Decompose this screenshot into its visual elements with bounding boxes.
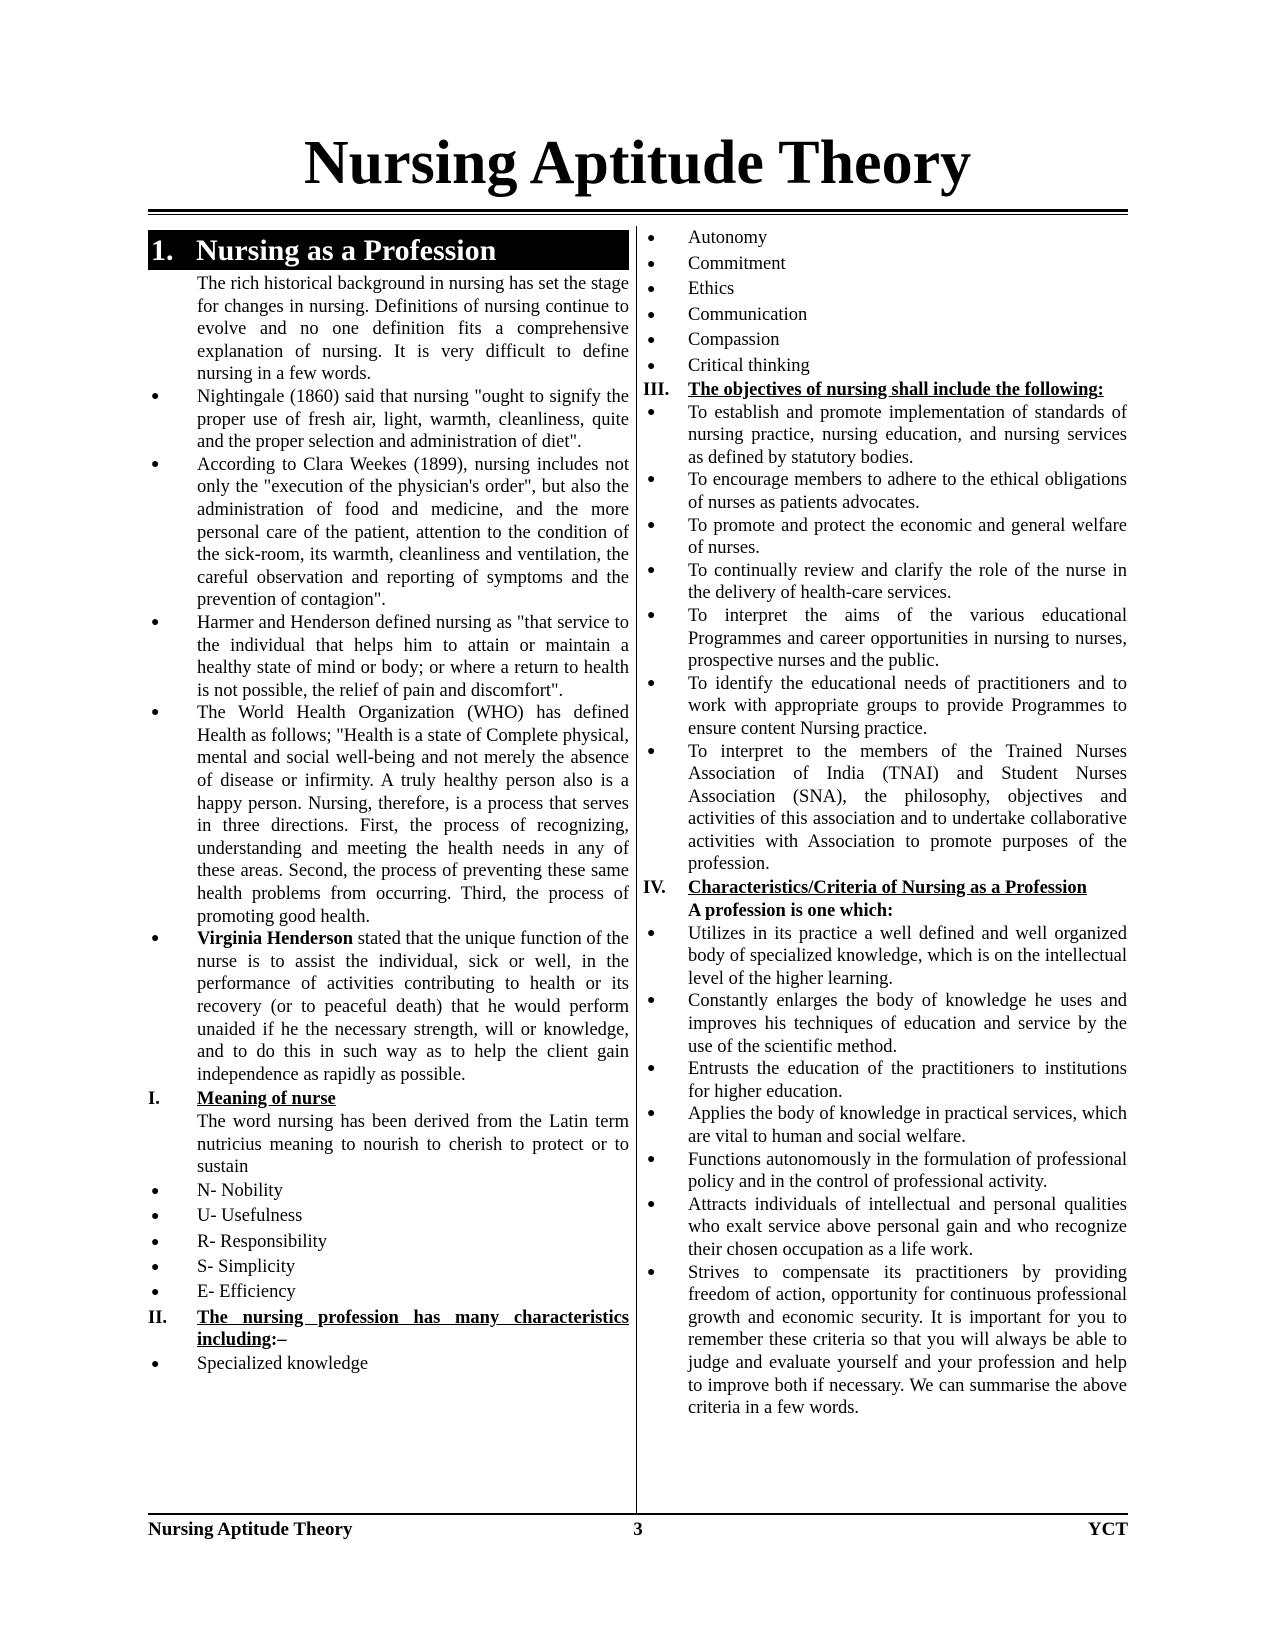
meaning-heading: I. Meaning of nurse: [148, 1089, 336, 1110]
characteristics-heading: II. The nursing profession has many characteristics including:–: [148, 1307, 629, 1351]
definition-item: ● The World Health Organization (WHO) has defined Health as follows; "Health is a state of Complete physical, mental and social well-being and not merely the absence of disease or infirmity. A truly healthy person also is a happy person. Nursing, therefore, is a process that serves in three directions. First, the process of recognizing, understanding and meeting the health needs in any of these areas. Second, the process of preventing these same health problems from occurring. Third, the process of promoting good health.: [151, 703, 629, 927]
bullet-icon: ●: [647, 256, 656, 272]
bullet-icon: ●: [647, 1151, 656, 1167]
bullet-icon: ●: [151, 1234, 160, 1250]
bullet-icon: ●: [647, 1061, 656, 1077]
characteristic-item: ● Autonomy: [643, 226, 1127, 252]
objective-item: ● To continually review and clarify the role of the nurse in the delivery of health-care services.: [647, 560, 1127, 604]
bullet-icon: ●: [647, 1106, 656, 1122]
criteria-item: ● Applies the body of knowledge in practical services, which are vital to human and social welfare.: [647, 1104, 1127, 1147]
intro-paragraph: The rich historical background in nursing has set the stage for changes in nursing. Definitions of nursing continue to evolve and no one definition fits a comprehensive explanation of nursing. It is very difficult to define nursing in a few words.: [197, 274, 629, 385]
acronym-item: ● S- Simplicity: [148, 1255, 629, 1280]
bullet-icon: ●: [151, 1209, 160, 1225]
characteristic-item: ● Compassion: [643, 328, 1127, 354]
bullet-icon: ●: [647, 743, 656, 759]
definition-item: ● Nightingale (1860) said that nursing "ought to signify the proper use of fresh air, light, warmth, cleanliness, quite and the proper selection and administration of diet".: [151, 386, 629, 453]
objectives-heading: III. The objectives of nursing shall include the following:: [643, 380, 1104, 400]
title-rule: [148, 209, 1128, 212]
definition-item: ● According to Clara Weekes (1899), nursing includes not only the "execution of the physician's order", but also the administration of food and medicine, and the more personal care of the patient, attention to the condition of the sick-room, its warmth, cleanliness and ventilation, the careful observation and reporting of symptoms and the prevention of contagion".: [151, 454, 629, 611]
bullet-icon: ●: [151, 931, 160, 947]
bullet-icon: ●: [647, 404, 656, 420]
objective-item: ● To promote and protect the economic and general welfare of nurses.: [647, 515, 1127, 559]
bullet-icon: ●: [647, 1264, 656, 1280]
section-heading: [148, 230, 629, 270]
objective-item: ● To identify the educational needs of practitioners and to work with appropriate groups to provide Programmes to ensure content Nursing practice.: [647, 673, 1127, 739]
bullet-icon: ●: [647, 472, 656, 488]
section-title: Nursing as a Profession: [196, 234, 497, 267]
page-footer: [148, 1519, 1128, 1543]
criteria-item: ● Constantly enlarges the body of knowledge he uses and improves his techniques of education and service by the use of the scientific method.: [647, 991, 1127, 1057]
bullet-icon: ●: [647, 607, 656, 623]
bullet-icon: ●: [151, 1285, 160, 1301]
criteria-item: ● Attracts individuals of intellectual and personal qualities who exalt service above personal gain and who recognize their chosen occupation as a life work.: [647, 1194, 1127, 1260]
page-title: Nursing Aptitude Theory: [303, 129, 972, 197]
footer-rule: [148, 1513, 1128, 1515]
footer-publisher: YCT: [1087, 1519, 1128, 1540]
bullet-icon: ●: [151, 1259, 160, 1275]
bullet-icon: ●: [647, 231, 656, 246]
definition-item: ● Harmer and Henderson defined nursing as "that service to the individual that helps him to attain or maintain a healthy state of mind or body; or where a return to health is not possible, the relief of pain and discomfort".: [151, 612, 629, 701]
bullet-icon: ●: [647, 307, 656, 323]
bullet-icon: ●: [647, 1196, 656, 1212]
criteria-item: ● Utilizes in its practice a well defined and well organized body of specialized knowledge, which is on the intellectual level of the higher learning.: [647, 923, 1127, 989]
meaning-paragraph: The word nursing has been derived from the Latin term nutricius meaning to nourish to cherish to protect or to sustain: [197, 1111, 629, 1178]
characteristic-item: ● Commitment: [643, 252, 1127, 278]
bullet-icon: ●: [647, 562, 656, 578]
acronym-item: ● E- Efficiency: [148, 1280, 629, 1305]
bullet-icon: ●: [151, 705, 160, 721]
criteria-item: ● Functions autonomously in the formulation of professional policy and in the control of professional activity.: [647, 1149, 1127, 1193]
bullet-icon: ●: [647, 333, 656, 348]
bullet-icon: ●: [647, 925, 656, 941]
criteria-subheading: A profession is one which:: [688, 900, 894, 921]
bullet-icon: ●: [647, 517, 656, 533]
criteria-item: ● Entrusts the education of the practitioners to institutions for higher education.: [647, 1059, 1127, 1102]
acronym-item: ● N- Nobility: [148, 1179, 629, 1204]
definition-item-henderson: ● Virginia Henderson stated that the unique function of the nurse is to assist the individual, sick or well, in the performance of activities contributing to health or its recovery (or to peaceful death) that he would perform unaided if he the necessary strength, will or knowledge, and to do this in such way as to help the client gain independence as rapidly as possible.: [151, 929, 630, 1085]
title-rule-thin: [148, 214, 1128, 215]
left-column: [148, 226, 629, 1377]
bullet-icon: ●: [151, 1356, 160, 1372]
objective-item: ● To encourage members to adhere to the ethical obligations of nurses as patients advocates.: [647, 470, 1127, 513]
footer-book-title: Nursing Aptitude Theory: [148, 1519, 353, 1540]
criteria-heading: IV. Characteristics/Criteria of Nursing as a Profession: [643, 878, 1087, 899]
objective-item: ● To interpret to the members of the Trained Nurses Association of India (TNAI) and Student Nurses Association (SNA), the philosophy, objectives and activities of this association and to undertake collaborative activities with Association to promote purposes of the profession.: [647, 741, 1127, 875]
bullet-icon: ●: [647, 993, 656, 1009]
bullet-icon: ●: [151, 456, 160, 472]
objective-item: ● To interpret the aims of the various educational Programmes and career opportunities in nursing to nurses, prospective nurses and the public.: [647, 605, 1127, 672]
characteristic-item: ● Specialized knowledge: [148, 1352, 629, 1377]
characteristic-item: ● Communication: [643, 303, 1127, 329]
bullet-icon: ●: [151, 388, 160, 404]
henderson-name: Virginia Henderson: [197, 929, 354, 950]
criteria-item: ● Strives to compensate its practitioners by providing freedom of action, opportunity for continuous professional growth and economic security. It is important for you to remember these criteria so that you will always be able to judge and evaluate yourself and your profession and help to improve both if necessary. We can summarise the above criteria in a few words.: [647, 1262, 1127, 1419]
section-number: 1.: [151, 234, 174, 267]
page-number: 3: [633, 1519, 643, 1540]
objective-item: ● To establish and promote implementation of standards of nursing practice, nursing education, and nursing services as defined by statutory bodies.: [647, 402, 1127, 468]
bullet-icon: ●: [647, 282, 656, 297]
bullet-icon: ●: [151, 1183, 160, 1199]
characteristic-item: ● Ethics: [643, 277, 1127, 303]
bullet-icon: ●: [151, 614, 160, 630]
acronym-item: ● R- Responsibility: [148, 1230, 629, 1255]
right-column: [643, 226, 1127, 1420]
characteristic-item: ● Critical thinking: [643, 354, 1127, 380]
bullet-icon: ●: [647, 675, 656, 691]
acronym-item: ● U- Usefulness: [148, 1204, 629, 1229]
column-divider: [636, 226, 637, 1514]
bullet-icon: ●: [647, 358, 656, 374]
